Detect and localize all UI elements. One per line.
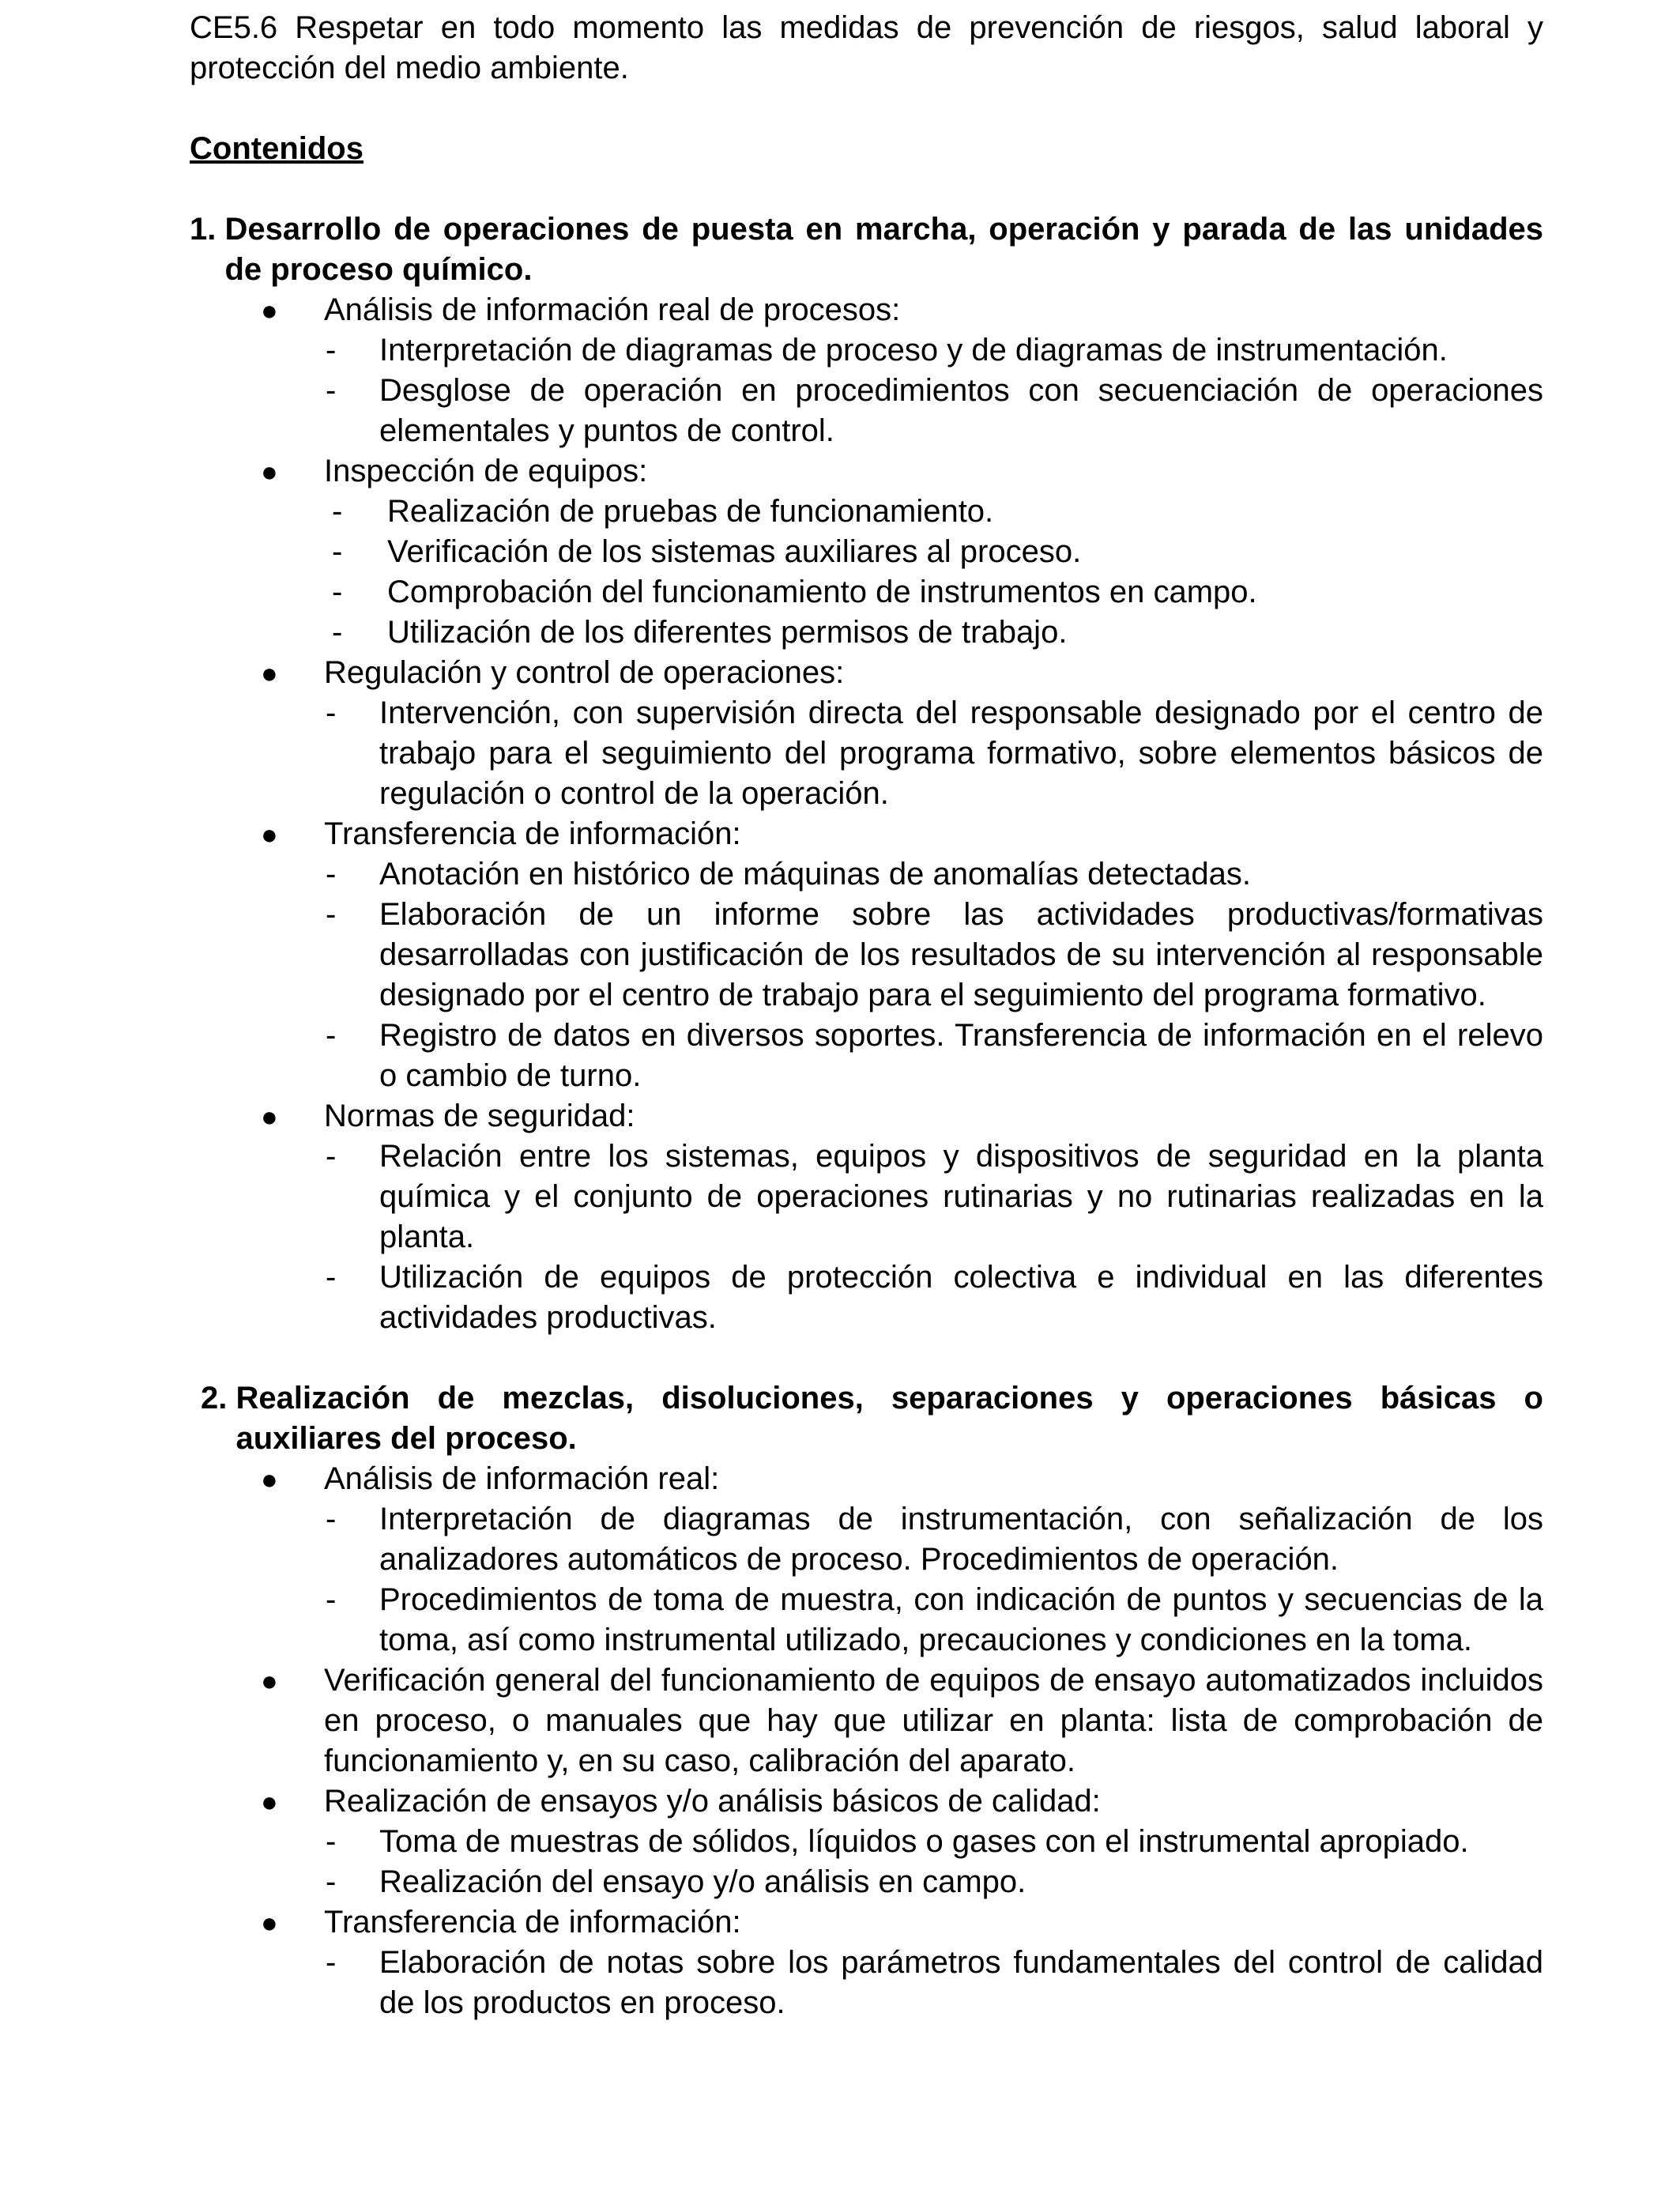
- bullet-icon: ●: [261, 1664, 278, 1697]
- list-item-text: Comprobación del funcionamiento de instrumentos en campo.: [387, 575, 1257, 609]
- bullet-icon: ●: [261, 294, 278, 326]
- topic-list: [190, 1459, 1543, 2023]
- topic-label: Inspección de equipos:: [324, 454, 648, 488]
- section-title-text: Realización de mezclas, disoluciones, separaciones y operaciones básicas o auxiliares del proceso.: [235, 1381, 1543, 1456]
- sub-list: [324, 1943, 1543, 2023]
- dash-icon: -: [326, 1824, 337, 1859]
- sub-list: [324, 330, 1543, 451]
- list-item-text: Realización de pruebas de funcionamiento.: [387, 494, 994, 529]
- list-item-text: Verificación de los sistemas auxiliares al proceso.: [387, 534, 1082, 569]
- dash-icon: -: [326, 1018, 337, 1053]
- list-item: [324, 1016, 1543, 1096]
- list-item: [324, 895, 1543, 1016]
- dash-icon: -: [326, 696, 337, 730]
- list-item-text: Procedimientos de toma de muestra, con indicación de puntos y secuencias de la toma, así como instrumental utilizado, precauciones y condiciones en la toma.: [379, 1582, 1543, 1657]
- bullet-icon: ●: [261, 1785, 278, 1818]
- list-item-text: Elaboración de notas sobre los parámetros fundamentales del control de calidad de los productos en proceso.: [379, 1945, 1543, 2020]
- dash-icon: -: [326, 1864, 337, 1899]
- list-item-text: Interpretación de diagramas de instrumentación, con señalización de los analizadores automáticos de proceso. Procedimientos de operación.: [379, 1502, 1543, 1577]
- list-item-text: Relación entre los sistemas, equipos y dispositivos de seguridad en la planta química y el conjunto de operaciones rutinarias y no rutinarias realizadas en la planta.: [379, 1139, 1543, 1254]
- list-item: [324, 1499, 1543, 1580]
- topic-label: Verificación general del funcionamiento de equipos de ensayo automatizados incluidos en proceso, o manuales que hay que utilizar en planta: lista de comprobación de funcionamiento y, en su caso, calibración del aparato.: [324, 1663, 1543, 1778]
- section-number: 1.: [190, 212, 225, 247]
- sub-list: [324, 1137, 1543, 1338]
- list-item: [324, 1137, 1543, 1257]
- list-item: [324, 854, 1543, 895]
- topic-item: [190, 1459, 1543, 1661]
- list-item-text: Utilización de los diferentes permisos de trabajo.: [387, 615, 1068, 650]
- sub-list: [324, 693, 1543, 814]
- sub-list: [324, 492, 1543, 653]
- topic-list: [190, 290, 1543, 1338]
- list-item: [324, 330, 1543, 371]
- list-item-text: Registro de datos en diversos soportes. Transferencia de información en el relevo o cambio de turno.: [379, 1018, 1543, 1093]
- list-item-text: Elaboración de un informe sobre las actividades productivas/formativas desarrolladas con justificación de los resultados de su intervención al responsable designado por el centro de trabajo para el seguimiento del programa formativo.: [379, 897, 1543, 1012]
- list-item-text: Toma de muestras de sólidos, líquidos o gases con el instrumental apropiado.: [379, 1824, 1469, 1859]
- dash-icon: -: [326, 857, 337, 892]
- sub-list: [324, 1822, 1543, 1902]
- section-1: [190, 209, 1543, 1338]
- topic-label: Normas de seguridad:: [324, 1099, 635, 1133]
- list-item-text: Interpretación de diagramas de proceso y de diagramas de instrumentación.: [379, 333, 1448, 368]
- dash-icon: -: [326, 1139, 337, 1174]
- topic-label: Realización de ensayos y/o análisis básicos de calidad:: [324, 1784, 1101, 1819]
- topic-item: [190, 1781, 1543, 1902]
- topic-item: [190, 653, 1543, 814]
- topic-item: [190, 1096, 1543, 1338]
- list-item-text: Anotación en histórico de máquinas de anomalías detectadas.: [379, 857, 1251, 892]
- dash-icon: -: [332, 534, 343, 569]
- dash-icon: -: [326, 1502, 337, 1536]
- list-item: [324, 613, 1543, 653]
- dash-icon: -: [326, 1945, 337, 1980]
- list-item: [324, 1257, 1543, 1338]
- bullet-icon: ●: [261, 1100, 278, 1133]
- list-item: [324, 1862, 1543, 1902]
- dash-icon: -: [332, 615, 343, 650]
- dash-icon: -: [326, 1260, 337, 1295]
- sub-list: [324, 854, 1543, 1096]
- topic-item: [190, 814, 1543, 1096]
- bullet-icon: ●: [261, 455, 278, 488]
- contents-heading: Contenidos: [190, 131, 363, 166]
- bullet-icon: ●: [261, 657, 278, 689]
- topic-label: Análisis de información real:: [324, 1461, 720, 1496]
- list-item-text: Realización del ensayo y/o análisis en campo.: [379, 1864, 1026, 1899]
- dash-icon: -: [326, 333, 337, 368]
- list-item: [324, 532, 1543, 572]
- dash-icon: -: [332, 494, 343, 529]
- list-item: [324, 492, 1543, 532]
- topic-item: [190, 1661, 1543, 1781]
- topic-label: Transferencia de información:: [324, 1905, 741, 1940]
- list-item: [324, 1822, 1543, 1862]
- list-item: [324, 1580, 1543, 1661]
- bullet-icon: ●: [261, 818, 278, 850]
- topic-label: Análisis de información real de procesos:: [324, 292, 901, 327]
- list-item: [324, 1943, 1543, 2023]
- topic-label: Transferencia de información:: [324, 816, 741, 851]
- sub-list: [324, 1499, 1543, 1661]
- bullet-icon: ●: [261, 1906, 278, 1939]
- list-item: [324, 693, 1543, 814]
- list-item-text: Intervención, con supervisión directa del responsable designado por el centro de trabajo para el seguimiento del programa formativo, sobre elementos básicos de regulación o control de la operación.: [379, 696, 1543, 811]
- topic-item: [190, 290, 1543, 451]
- dash-icon: -: [326, 373, 337, 408]
- section-title: [190, 1378, 1543, 1459]
- topic-label: Regulación y control de operaciones:: [324, 655, 845, 690]
- intro-paragraph: CE5.6 Respetar en todo momento las medidas de prevención de riesgos, salud laboral y protección del medio ambiente.: [190, 10, 1543, 85]
- section-number: 2.: [201, 1381, 236, 1416]
- list-item-text: Desglose de operación en procedimientos con secuenciación de operaciones elementales y puntos de control.: [379, 373, 1543, 448]
- list-item-text: Utilización de equipos de protección colectiva e individual en las diferentes actividades productivas.: [379, 1260, 1543, 1335]
- topic-item: [190, 1902, 1543, 2023]
- dash-icon: -: [326, 1582, 337, 1617]
- topic-item: [190, 451, 1543, 653]
- list-item: [324, 572, 1543, 613]
- dash-icon: -: [332, 575, 343, 609]
- dash-icon: -: [326, 897, 337, 932]
- section-title-text: Desarrollo de operaciones de puesta en marcha, operación y parada de las unidades de proceso químico.: [224, 212, 1543, 287]
- list-item: [324, 371, 1543, 451]
- bullet-icon: ●: [261, 1463, 278, 1495]
- section-2: [190, 1378, 1543, 2023]
- document-page: [190, 8, 1543, 2023]
- section-title: [190, 209, 1543, 290]
